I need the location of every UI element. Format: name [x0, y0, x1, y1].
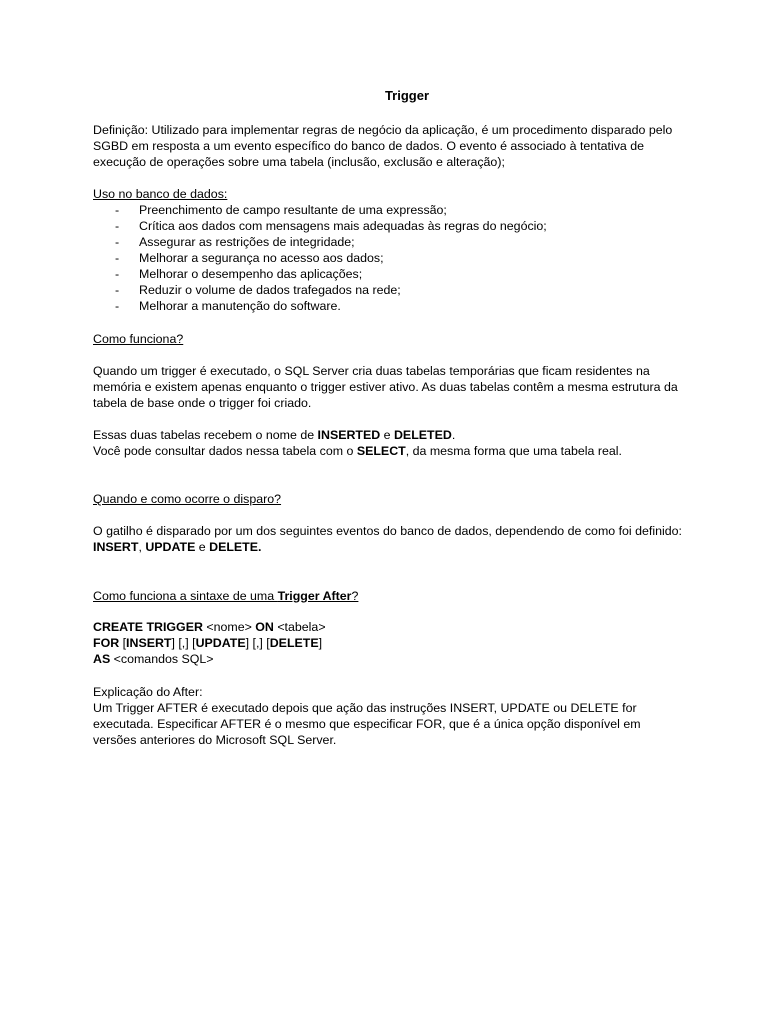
text-run: Essas duas tabelas recebem o nome de [93, 428, 318, 442]
dash-bullet: - [115, 283, 120, 297]
text-run: [ [119, 636, 127, 650]
como-funciona-text: Quando um trigger é executado, o SQL Server cria duas tabelas temporárias que ficam residentes na memória e existem apenas enquanto o trigger estiver ativo. As duas tabelas contêm a mesma estrutura da tabela de base onde o trigger foi criado. [93, 364, 678, 410]
dash-bullet: - [115, 219, 120, 233]
uso-section [93, 186, 683, 314]
como-funciona-paragraph [93, 363, 683, 411]
text-run: Como funciona a sintaxe de uma [93, 589, 278, 603]
dash-bullet: - [115, 235, 120, 249]
list-item [93, 234, 683, 250]
uso-list [93, 202, 683, 314]
text-run: e [380, 428, 394, 442]
text-run: ? [351, 589, 359, 603]
text-run: ] [,] [ [171, 636, 196, 650]
tabelas-paragraph [93, 427, 683, 459]
text-run: <nome> [202, 620, 256, 634]
after-heading: Explicação do After: [93, 685, 203, 699]
insert-keyword: INSERT [126, 636, 172, 650]
create-trigger-keyword: CREATE TRIGGER [93, 620, 203, 634]
select-keyword: SELECT [356, 444, 406, 458]
text-run: <comandos SQL> [110, 652, 214, 666]
update-keyword: UPDATE [195, 636, 246, 650]
dash-bullet: - [115, 299, 120, 313]
inserted-keyword: INSERTED [317, 428, 381, 442]
after-section [93, 684, 683, 748]
list-item-text: Preenchimento de campo resultante de uma expressão; [139, 203, 447, 217]
disparo-paragraph [93, 523, 683, 555]
tabelas-line-2 [93, 443, 683, 459]
tabelas-line-1 [93, 427, 683, 443]
trigger-after-term: Trigger After [277, 589, 352, 603]
list-item-text: Assegurar as restrições de integridade; [139, 235, 355, 249]
definition-text: Definição: Utilizado para implementar regras de negócio da aplicação, é um procedimento disparado pelo SGBD em resposta a um evento específico do banco de dados. O evento é associado à tentativa de execução de operações sobre uma tabela (inclusão, exclusão e alteração); [93, 123, 673, 169]
syntax-line-1 [93, 619, 683, 635]
sintaxe-heading [93, 588, 683, 604]
list-item-text: Crítica aos dados com mensagens mais adequadas às regras do negócio; [139, 219, 547, 233]
update-keyword: UPDATE [145, 540, 196, 554]
como-funciona-section [93, 331, 683, 347]
list-item-text: Melhorar a segurança no acesso aos dados; [139, 251, 384, 265]
disparo-section [93, 491, 683, 507]
as-keyword: AS [93, 652, 111, 666]
list-item [93, 282, 683, 298]
dash-bullet: - [115, 267, 120, 281]
sintaxe-section [93, 588, 683, 604]
text-run: ] [,] [ [245, 636, 270, 650]
como-funciona-heading: Como funciona? [93, 332, 184, 346]
disparo-text [93, 523, 683, 555]
definition-paragraph [93, 122, 683, 170]
list-item [93, 218, 683, 234]
syntax-line-2 [93, 635, 683, 651]
dash-bullet: - [115, 203, 120, 217]
list-item [93, 266, 683, 282]
text-run: ] [318, 636, 323, 650]
list-item-text: Reduzir o volume de dados trafegados na rede; [139, 283, 401, 297]
list-item [93, 250, 683, 266]
syntax-block [93, 619, 683, 667]
text-run: e [195, 540, 210, 554]
insert-keyword: INSERT [93, 540, 139, 554]
delete-keyword: DELETE. [209, 540, 262, 554]
dash-bullet: - [115, 251, 120, 265]
page-title: Trigger [384, 88, 430, 103]
text-run: O gatilho é disparado por um dos seguintes eventos do banco de dados, dependendo de como foi definido: [93, 524, 682, 538]
text-run: Você pode consultar dados nessa tabela com o [93, 444, 357, 458]
uso-heading: Uso no banco de dados: [93, 187, 228, 201]
syntax-line-3 [93, 651, 683, 667]
text-run: , [138, 540, 146, 554]
list-item-text: Melhorar a manutenção do software. [139, 299, 341, 313]
text-run: . [451, 428, 456, 442]
list-item-text: Melhorar o desempenho das aplicações; [139, 267, 363, 281]
for-keyword: FOR [93, 636, 120, 650]
after-text: Um Trigger AFTER é executado depois que ação das instruções INSERT, UPDATE ou DELETE for executada. Especificar AFTER é o mesmo que especificar FOR, que é a única opção disponível em versões anteriores do Microsoft SQL Server. [93, 701, 641, 747]
list-item [93, 298, 683, 314]
deleted-keyword: DELETED [393, 428, 452, 442]
list-item [93, 202, 683, 218]
on-keyword: ON [255, 620, 274, 634]
text-run: <tabela> [273, 620, 326, 634]
text-run: , da mesma forma que uma tabela real. [405, 444, 622, 458]
delete-keyword: DELETE [269, 636, 319, 650]
disparo-heading: Quando e como ocorre o disparo? [93, 492, 282, 506]
